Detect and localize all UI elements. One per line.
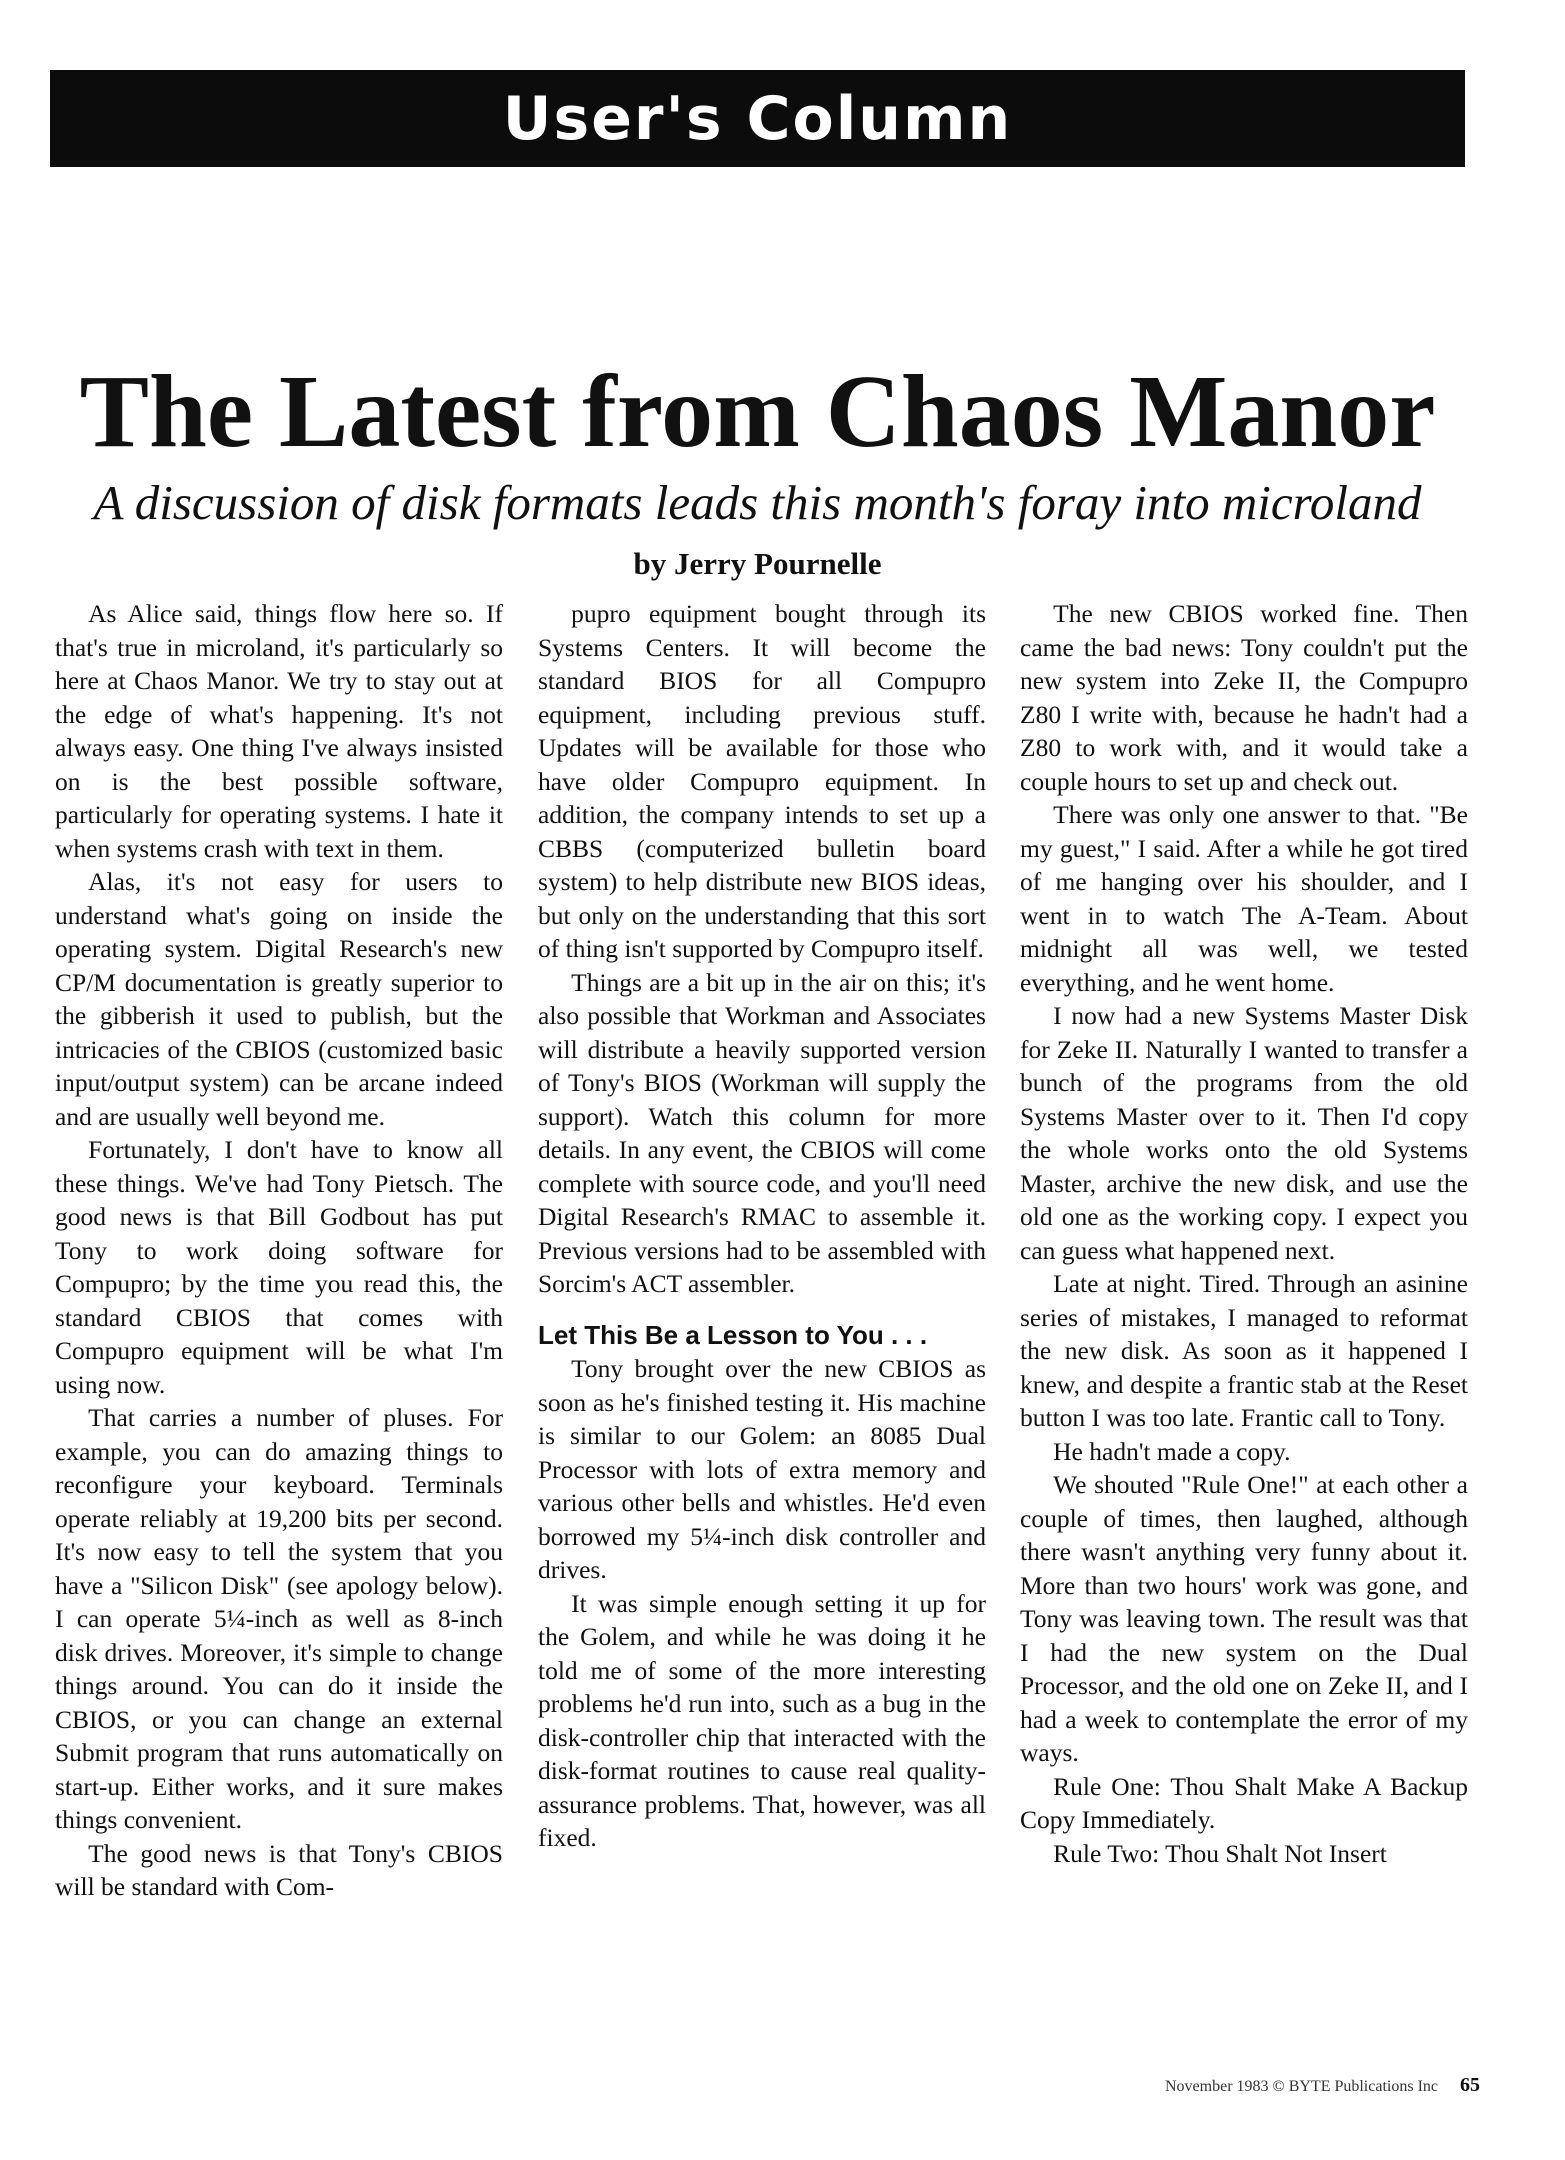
paragraph: I now had a new Systems Master Disk for Zeke II. Naturally I wanted to transfer a bunch of the programs from the old Systems Master over to it. Then I'd copy the whole works onto the old Systems Master, archive the new disk, and use the old one as the working copy. I expect you can guess what happened next. xyxy=(1020,1001,1468,1265)
page-footer xyxy=(1165,2074,1480,2097)
paragraph: That carries a number of pluses. For example, you can do amazing things to reconfigure your keyboard. Terminals operate reliably at 19,200 bits per second. It's now easy to tell the system that you have a "Silicon Disk" (see apology below). I can operate 5¼-inch as well as 8-inch disk drives. Moreover, it's simple to change things around. You can do it inside the CBIOS, or you can change an external Submit program that runs automatically on start-up. Either works, and it sure makes things convenient. xyxy=(55,1403,503,1834)
paragraph: It was simple enough setting it up for the Golem, and while he was doing it he told me of some of the more interesting problems he'd run into, such as a bug in the disk-controller chip that interacted with the disk-format routines to cause real quality-assurance problems. That, however, was all fixed. xyxy=(538,1588,986,1852)
paragraph: Fortunately, I don't have to know all these things. We've had Tony Pietsch. The good news is that Bill Godbout has put Tony to work doing software for Compupro; by the time you read this, the standard CBIOS that comes with Compupro equipment will be what I'm using now. xyxy=(55,1135,503,1399)
paragraph: There was only one answer to that. "Be my guest," I said. After a while he got tired of me hanging over his shoulder, and I went in to watch The A-Team. About midnight all was well, we tested everything, and he went home. xyxy=(1020,800,1468,997)
paragraph: The new CBIOS worked fine. Then came the bad news: Tony couldn't put the new system into Zeke II, the Compupro Z80 I write with, because he hadn't had a Z80 to work with, and it would take a couple hours to set up and check out. xyxy=(1020,599,1468,796)
paragraph: Rule One: Thou Shalt Make A Backup Copy Immediately. xyxy=(1020,1771,1468,1834)
issue-credit: November 1983 © BYTE Publications Inc xyxy=(1165,2078,1438,2095)
article-title: The Latest from Chaos Manor xyxy=(79,354,1436,469)
paragraph: Rule Two: Thou Shalt Not Insert xyxy=(1053,1838,1387,1868)
text-column-1 xyxy=(55,597,503,1904)
page-number: 65 xyxy=(1460,2074,1480,2096)
paragraph: pupro equipment bought through its Systems Centers. It will become the standard BIOS for all Compupro equipment, including previous stuff. Updates will be available for those who have older Compupro equipment. In addition, the company intends to set up a CBBS (computerized bulletin board system) to help distribute new BIOS ideas, but only on the understanding that this sort of thing isn't supported by Compupro itself. xyxy=(538,599,986,963)
paragraph: Things are a bit up in the air on this; it's also possible that Workman and Associates will distribute a heavily supported version of Tony's BIOS (Workman will supply the support). Watch this column for more details. In any event, the CBIOS will come complete with source code, and you'll need Digital Research's RMAC to assemble it. Previous versions had to be assembled with Sorcim's ACT assembler. xyxy=(538,967,986,1298)
paragraph: We shouted "Rule One!" at each other a couple of times, then laughed, although there wasn't anything very funny about it. More than two hours' work was gone, and Tony was leaving town. The result was that I had the new system on the Dual Processor, and the old one on Zeke II, and I had a week to contemplate the error of my ways. xyxy=(1020,1470,1468,1767)
column-banner xyxy=(50,70,1465,167)
paragraph: Alas, it's not easy for users to understand what's going on inside the operating system. Digital Research's new CP/M documentation is greatly superior to the gibberish it used to publish, but the intricacies of the CBIOS (customized basic input/output system) can be arcane indeed and are usually well beyond me. xyxy=(55,867,503,1131)
section-heading: Let This Be a Lesson to You . . . xyxy=(538,1319,928,1350)
article-subtitle: A discussion of disk formats leads this month's foray into microland xyxy=(93,475,1422,530)
banner-title: User's Column xyxy=(502,83,1013,154)
paragraph: As Alice said, things flow here so. If that's true in microland, it's particularly so here at Chaos Manor. We try to stay out at the edge of what's happening. It's not always easy. One thing I've always insisted on is the best possible software, particularly for operating systems. I hate it when systems crash with text in them. xyxy=(55,599,503,863)
paragraph: Tony brought over the new CBIOS as soon as he's finished testing it. His machine is similar to our Golem: an 8085 Dual Processor with lots of extra memory and various other bells and whistles. He'd even borrowed my 5¼-inch disk controller and drives. xyxy=(538,1354,986,1584)
paragraph: The good news is that Tony's CBIOS will be standard with Com- xyxy=(55,1838,503,1901)
text-column-2 xyxy=(538,597,986,1855)
byline: by Jerry Pournelle xyxy=(633,546,882,581)
paragraph: He hadn't made a copy. xyxy=(1053,1436,1291,1466)
text-column-3 xyxy=(1020,597,1468,1870)
paragraph: Late at night. Tired. Through an asinine series of mistakes, I managed to reformat the new disk. As soon as it happened I knew, and despite a frantic stab at the Reset button I was too late. Frantic call to Tony. xyxy=(1020,1269,1468,1432)
